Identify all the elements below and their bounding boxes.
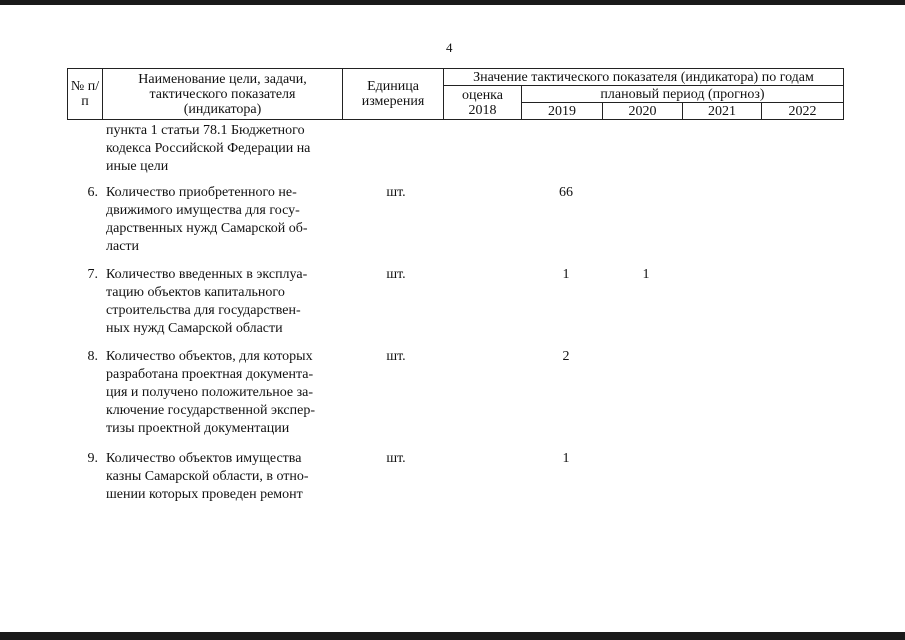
- table-header: [67, 68, 844, 120]
- row-name: Количество приобретенного не- движимого имущества для госу- дарственных нужд Самарской об- ласти: [106, 185, 308, 254]
- row-value-2019: 66: [559, 185, 573, 200]
- header-name: Наименование цели, задачи, тактического показателя (индикатора): [103, 69, 343, 120]
- bottom-border: [0, 632, 905, 640]
- header-planning-period: плановый период (прогноз): [522, 86, 844, 103]
- header-year-2021: 2021: [683, 103, 762, 120]
- top-border: [0, 0, 905, 5]
- row-number: 8.: [87, 349, 98, 364]
- row-number: 6.: [87, 185, 98, 200]
- row-value-2020: 1: [642, 267, 650, 282]
- row-name: Количество объектов имущества казны Самарской области, в отно- шении которых проведен ремонт: [106, 451, 309, 502]
- row-unit: шт.: [386, 267, 406, 282]
- row-name: Количество объектов, для которых разработана проектная документа- ция и получено положительное за- ключение государственной экспер- тизы проектной документации: [106, 349, 315, 436]
- header-estimate: оценка 2018: [444, 86, 522, 120]
- row-value-2019: 1: [562, 451, 570, 466]
- continuation-text: пункта 1 статьи 78.1 Бюджетного кодекса Российской Федерации на иные цели: [106, 123, 311, 174]
- row-value-2019: 2: [562, 349, 570, 364]
- row-number: 9.: [87, 451, 98, 466]
- row-number: 7.: [87, 267, 98, 282]
- header-year-2020: 2020: [603, 103, 683, 120]
- row-value-2019: 1: [562, 267, 570, 282]
- row-name: Количество введенных в эксплуа- тацию объектов капитального строительства для государствен- ных нужд Самарской области: [106, 267, 308, 336]
- header-num: № п/п: [68, 69, 103, 120]
- row-unit: шт.: [386, 451, 406, 466]
- page-number: 4: [446, 40, 453, 55]
- header-values-title: Значение тактического показателя (индикатора) по годам: [444, 69, 844, 86]
- header-year-2022: 2022: [762, 103, 844, 120]
- row-unit: шт.: [386, 185, 406, 200]
- header-year-2019: 2019: [522, 103, 603, 120]
- row-unit: шт.: [386, 349, 406, 364]
- header-unit: Единица измерения: [343, 69, 444, 120]
